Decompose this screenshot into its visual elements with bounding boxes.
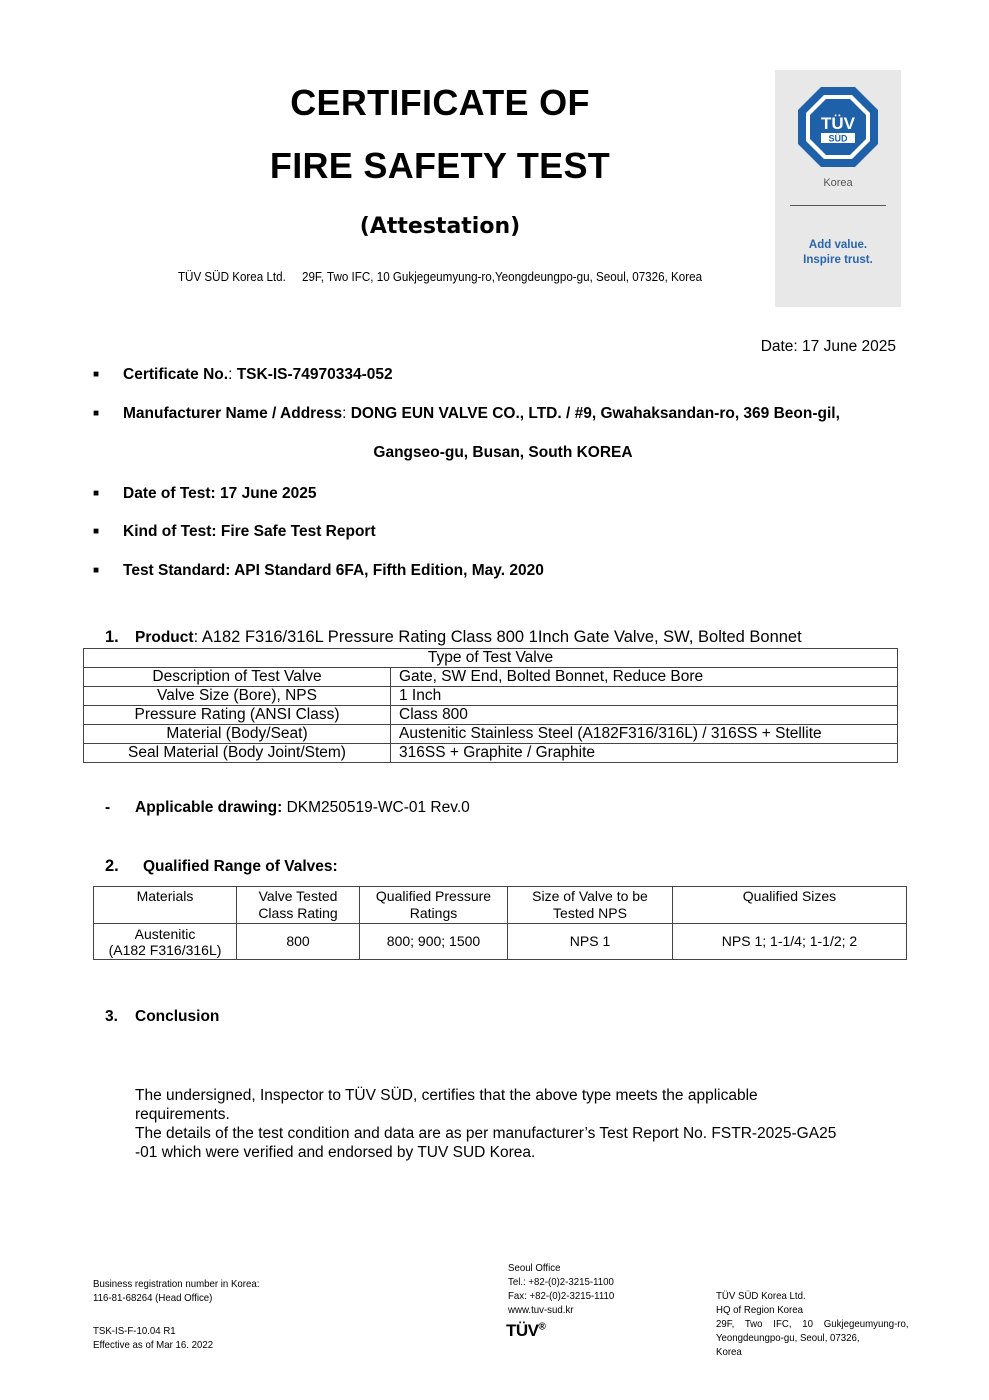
field-separator: :: [342, 405, 351, 422]
footer-line: 116-81-68264 (Head Office): [93, 1292, 213, 1304]
table-key: Material (Body/Seat): [84, 725, 391, 744]
footer-line: Korea: [716, 1346, 742, 1358]
logo-tagline: [775, 238, 901, 268]
logo-divider: [790, 205, 886, 206]
issuer-street: 29F, Two IFC, 10 Gukjegeumyung-ro,Yeongdeungpo-gu, Seoul, 07326, Korea: [301, 270, 703, 284]
footer-line: 29F, Two IFC, 10 Gukjegeumyung-ro,: [716, 1318, 909, 1330]
table-row: [84, 725, 898, 744]
section-number: 2.: [105, 857, 119, 875]
field-test-standard: [93, 562, 544, 580]
table-row: [94, 924, 907, 960]
table-key: Seal Material (Body Joint/Stem): [84, 744, 391, 763]
table-header-row: [94, 887, 907, 924]
subtitle: (Attestation): [359, 214, 521, 239]
table-header: Type of Test Valve: [84, 649, 898, 668]
section-label: Conclusion: [135, 1008, 220, 1025]
footer-fax: Fax: +82-(0)2-3215-1110: [508, 1290, 615, 1302]
certificate-date: Date: 17 June 2025: [760, 338, 896, 355]
section-number: 1.: [105, 628, 119, 646]
registered-mark: ®: [538, 1321, 546, 1333]
footer-form-id: TSK-IS-F-10.04 R1: [93, 1325, 176, 1337]
section-3-heading: [105, 1008, 219, 1026]
section-label: Qualified Range of Valves:: [143, 858, 338, 875]
section-number: 3.: [105, 1008, 118, 1025]
field-value: TSK-IS-74970334-052: [236, 366, 393, 383]
table-value: 316SS + Graphite / Graphite: [391, 744, 898, 763]
bullet-icon: ■: [93, 369, 100, 380]
footer-line: Seoul Office: [508, 1262, 561, 1274]
table-key: Description of Test Valve: [84, 668, 391, 687]
drawing-label: Applicable drawing:: [135, 799, 283, 816]
logo-tagline-1: Add value.: [808, 239, 868, 251]
applicable-drawing: [105, 799, 470, 817]
title-line-2: FIRE SAFETY TEST: [269, 145, 611, 186]
footer-phone: Tel.: +82-(0)2-3215-1100: [508, 1276, 614, 1288]
footer-line: TÜV SÜD Korea Ltd.: [716, 1290, 806, 1302]
cell-pressure: 800; 900; 1500: [360, 924, 508, 960]
cell-size: NPS 1: [508, 924, 673, 960]
field-certificate-no: [93, 366, 393, 384]
table-row: [84, 668, 898, 687]
table-row: [84, 706, 898, 725]
field-value: DONG EUN VALVE CO., LTD. / #9, Gwahaksandan-ro, 369 Beon-gil,: [350, 405, 840, 422]
logo-region: Korea: [823, 177, 853, 189]
table-key: Pressure Rating (ANSI Class): [84, 706, 391, 725]
table-row: [84, 649, 898, 668]
bullet-icon: ■: [93, 488, 100, 499]
dash-marker: -: [105, 799, 111, 816]
field-separator: :: [228, 366, 237, 383]
header-materials: Materials: [94, 887, 237, 924]
footer-tuv-logo: [506, 1321, 545, 1341]
tuv-octagon-icon: [797, 86, 879, 168]
header-class-rating: Valve Tested Class Rating: [237, 887, 360, 924]
table-row: [84, 687, 898, 706]
field-label: Date of Test: 17 June 2025: [123, 485, 317, 502]
footer-effective-date: Effective as of Mar 16. 2022: [93, 1339, 214, 1351]
field-date-of-test: [93, 485, 317, 503]
qualified-range-table: [93, 886, 907, 960]
issuer-company: TÜV SÜD Korea Ltd.: [177, 270, 286, 284]
cell-class: 800: [237, 924, 360, 960]
cell-material: Austenitic (A182 F316/316L): [94, 924, 237, 960]
tuv-sud-logo: [775, 70, 901, 307]
conclusion-line: The undersigned, Inspector to TÜV SÜD, certifies that the above type meets the applicable: [135, 1087, 758, 1104]
bullet-icon: ■: [93, 408, 100, 419]
field-label: Manufacturer Name / Address: [123, 405, 343, 422]
title-line-1: CERTIFICATE OF: [290, 82, 590, 123]
table-row: [84, 744, 898, 763]
footer-website: www.tuv-sud.kr: [508, 1304, 574, 1316]
field-manufacturer: [93, 405, 840, 423]
logo-tagline-2: Inspire trust.: [803, 254, 873, 266]
field-kind-of-test: [93, 523, 376, 541]
footer-brand: TÜV: [506, 1321, 539, 1340]
test-valve-table: [83, 648, 898, 763]
bullet-icon: ■: [93, 526, 100, 537]
field-label: Test Standard: API Standard 6FA, Fifth Edition, May. 2020: [123, 562, 544, 579]
footer-line: Business registration number in Korea:: [93, 1278, 260, 1290]
header-pressure-ratings: Qualified Pressure Ratings: [360, 887, 508, 924]
field-label: Certificate No.: [123, 366, 229, 383]
field-manufacturer-line2: Gangseo-gu, Busan, South KOREA: [373, 444, 633, 461]
conclusion-line: The details of the test condition and data are as per manufacturer’s Test Report No. FSTR-2025-GA25: [135, 1125, 837, 1142]
table-value: Class 800: [391, 706, 898, 725]
conclusion-text: [135, 1086, 905, 1162]
product-description: : A182 F316/316L Pressure Rating Class 800 1Inch Gate Valve, SW, Bolted Bonnet: [193, 628, 802, 646]
footer-right: [716, 1289, 911, 1359]
bullet-icon: ■: [93, 565, 100, 576]
footer-line: Yeongdeungpo-gu, Seoul, 07326,: [716, 1332, 860, 1344]
table-value: Austenitic Stainless Steel (A182F316/316L) / 316SS + Stellite: [391, 725, 898, 744]
conclusion-line: -01 which were verified and endorsed by TUV SUD Korea.: [135, 1144, 536, 1161]
section-label: Product: [135, 629, 194, 646]
issuer-address: [31, 270, 849, 284]
drawing-value: DKM250519-WC-01 Rev.0: [282, 799, 470, 816]
table-value: Gate, SW End, Bolted Bonnet, Reduce Bore: [391, 668, 898, 687]
logo-brand-sub: SÜD: [828, 133, 848, 144]
footer-left: [93, 1277, 259, 1352]
table-value: 1 Inch: [391, 687, 898, 706]
footer-line: HQ of Region Korea: [716, 1304, 803, 1316]
logo-brand: TÜV: [821, 114, 855, 133]
field-label: Kind of Test: Fire Safe Test Report: [123, 523, 376, 540]
conclusion-line: requirements.: [135, 1106, 230, 1123]
footer-middle: [508, 1261, 614, 1317]
cell-qualified-sizes: NPS 1; 1-1/4; 1-1/2; 2: [673, 924, 907, 960]
section-2-heading: [105, 857, 338, 876]
header-qualified-sizes: Qualified Sizes: [673, 887, 907, 924]
section-1-heading: [105, 628, 802, 647]
table-key: Valve Size (Bore), NPS: [84, 687, 391, 706]
header-valve-size: Size of Valve to be Tested NPS: [508, 887, 673, 924]
